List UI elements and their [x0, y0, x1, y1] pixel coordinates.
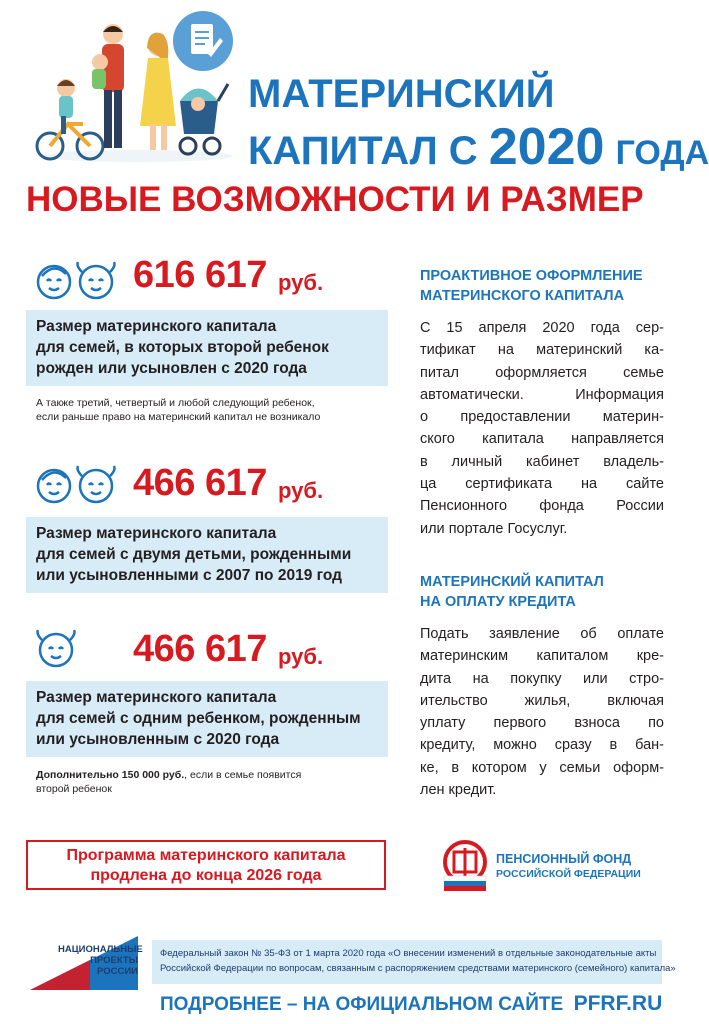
- note-bold: Дополнительно 150 000 руб.: [36, 769, 185, 781]
- two-children-icon: [34, 462, 118, 506]
- pfr-logo: [440, 840, 490, 892]
- law-line: Российской Федерации по вопросам, связанным с распоряжением средствами материнского (семейного) капитала»: [160, 963, 676, 974]
- note-line: А также третий, четвертый и любой следующий ребенок,: [36, 397, 315, 409]
- body-line: материнским капиталом кре-: [420, 648, 664, 665]
- body-line: кредиту, можно сразу в бан-: [420, 737, 664, 754]
- footer: [160, 992, 670, 1016]
- one-child-icon: [34, 624, 78, 670]
- amount-unit-1: руб.: [278, 270, 324, 295]
- amount-desc-box-2: [26, 517, 388, 593]
- amount-desc-box-3: [26, 681, 388, 757]
- amount-unit-3: руб.: [278, 644, 324, 669]
- body-line: Пенсионного фонда России: [420, 498, 664, 515]
- amount-desc-box-1: [26, 310, 388, 386]
- two-children-icon: [34, 258, 118, 302]
- title-line1: МАТЕРИНСКИЙ: [248, 72, 555, 116]
- body-line: ке, в котором у семьи оформ-: [420, 759, 664, 776]
- program-line: Программа материнского капитала: [66, 847, 346, 864]
- heading-line: НА ОПЛАТУ КРЕДИТА: [420, 594, 576, 610]
- body-line: уплату первого взноса по: [420, 715, 664, 732]
- title-line2: [248, 118, 709, 178]
- title-year-suffix: ГОДА: [615, 134, 709, 172]
- heading-line: МАТЕРИНСКИЙ КАПИТАЛ: [420, 574, 604, 590]
- pfr-name: [496, 852, 641, 882]
- body-line: С 15 апреля 2020 года сер-: [420, 320, 664, 336]
- body-line: питал оформляется семье: [420, 364, 664, 381]
- section2-body: [420, 623, 664, 801]
- np-line: РОССИИ: [97, 966, 138, 977]
- amount-value-3: 466 617: [133, 628, 267, 670]
- body-line: тификат на материнский ка-: [420, 342, 664, 359]
- subtitle: НОВЫЕ ВОЗМОЖНОСТИ И РАЗМЕР: [26, 180, 644, 219]
- program-extension-box: [26, 840, 386, 890]
- body-line: ца сертификата на сайте: [420, 476, 664, 493]
- heading-line: МАТЕРИНСКОГО КАПИТАЛА: [420, 288, 625, 304]
- footer-site-link[interactable]: PFRF.RU: [573, 992, 663, 1015]
- body-line: ительство жилья, включая: [420, 692, 664, 709]
- desc-line: или усыновленным с 2020 года: [36, 731, 280, 748]
- desc-line: Размер материнского капитала: [36, 525, 277, 542]
- pfr-line: РОССИЙСКОЙ ФЕДЕРАЦИИ: [496, 868, 641, 880]
- amount-value-2: 466 617: [133, 462, 267, 504]
- np-line: ПРОЕКТЫ: [90, 955, 138, 966]
- desc-line: для семей с двумя детьми, рожденными: [36, 546, 352, 563]
- footer-text: ПОДРОБНЕЕ – НА ОФИЦИАЛЬНОМ САЙТЕ: [160, 994, 564, 1015]
- section1-heading: [420, 266, 643, 306]
- document-icon: [172, 10, 234, 72]
- pfr-line: ПЕНСИОННЫЙ ФОНД: [496, 852, 632, 866]
- section2-heading: [420, 572, 604, 612]
- section1-body: [420, 317, 664, 540]
- np-line: НАЦИОНАЛЬНЫЕ: [58, 944, 143, 955]
- body-line: лен кредит.: [420, 782, 497, 799]
- program-line: продлена до конца 2026 года: [90, 867, 322, 884]
- body-line: ского капитала направляется: [420, 431, 664, 448]
- body-line: Подать заявление об оплате: [420, 626, 664, 642]
- desc-line: Размер материнского капитала: [36, 318, 277, 335]
- body-line: в личный кабинет владель-: [420, 453, 664, 470]
- body-line: о предоставлении материн-: [420, 409, 664, 426]
- desc-line: для семей с одним ребенком, рожденным: [36, 710, 361, 727]
- law-box: [152, 940, 676, 984]
- desc-line: Размер материнского капитала: [36, 689, 277, 706]
- note-line: второй ребенок: [36, 783, 112, 795]
- amount-note-1: [36, 396, 320, 424]
- desc-line: или усыновленными с 2007 по 2019 год: [36, 567, 342, 584]
- title-year: 2020: [488, 118, 605, 176]
- desc-line: рожден или усыновлен с 2020 года: [36, 360, 307, 377]
- title-word: КАПИТАЛ С: [248, 129, 478, 173]
- amount-value-1: 616 617: [133, 254, 267, 296]
- amount-note-3: [36, 768, 301, 796]
- heading-line: ПРОАКТИВНОЕ ОФОРМЛЕНИЕ: [420, 268, 643, 284]
- body-line: автоматически. Информация: [420, 386, 664, 403]
- note-line: [36, 768, 301, 782]
- note-rest: , если в семье появится: [184, 769, 302, 781]
- body-line: дита на покупку или стро-: [420, 670, 664, 687]
- amount-unit-2: руб.: [278, 478, 324, 503]
- national-projects-text: [58, 944, 143, 977]
- law-line: Федеральный закон № 35-ФЗ от 1 марта 2020 года «О внесении изменений в отдельные законодательные акты: [160, 948, 657, 959]
- body-line: или портале Госуслуг.: [420, 520, 568, 537]
- desc-line: для семей, в которых второй ребенок: [36, 339, 329, 356]
- note-line: если раньше право на материнский капитал не возникало: [36, 411, 321, 423]
- russian-flag: [444, 876, 486, 881]
